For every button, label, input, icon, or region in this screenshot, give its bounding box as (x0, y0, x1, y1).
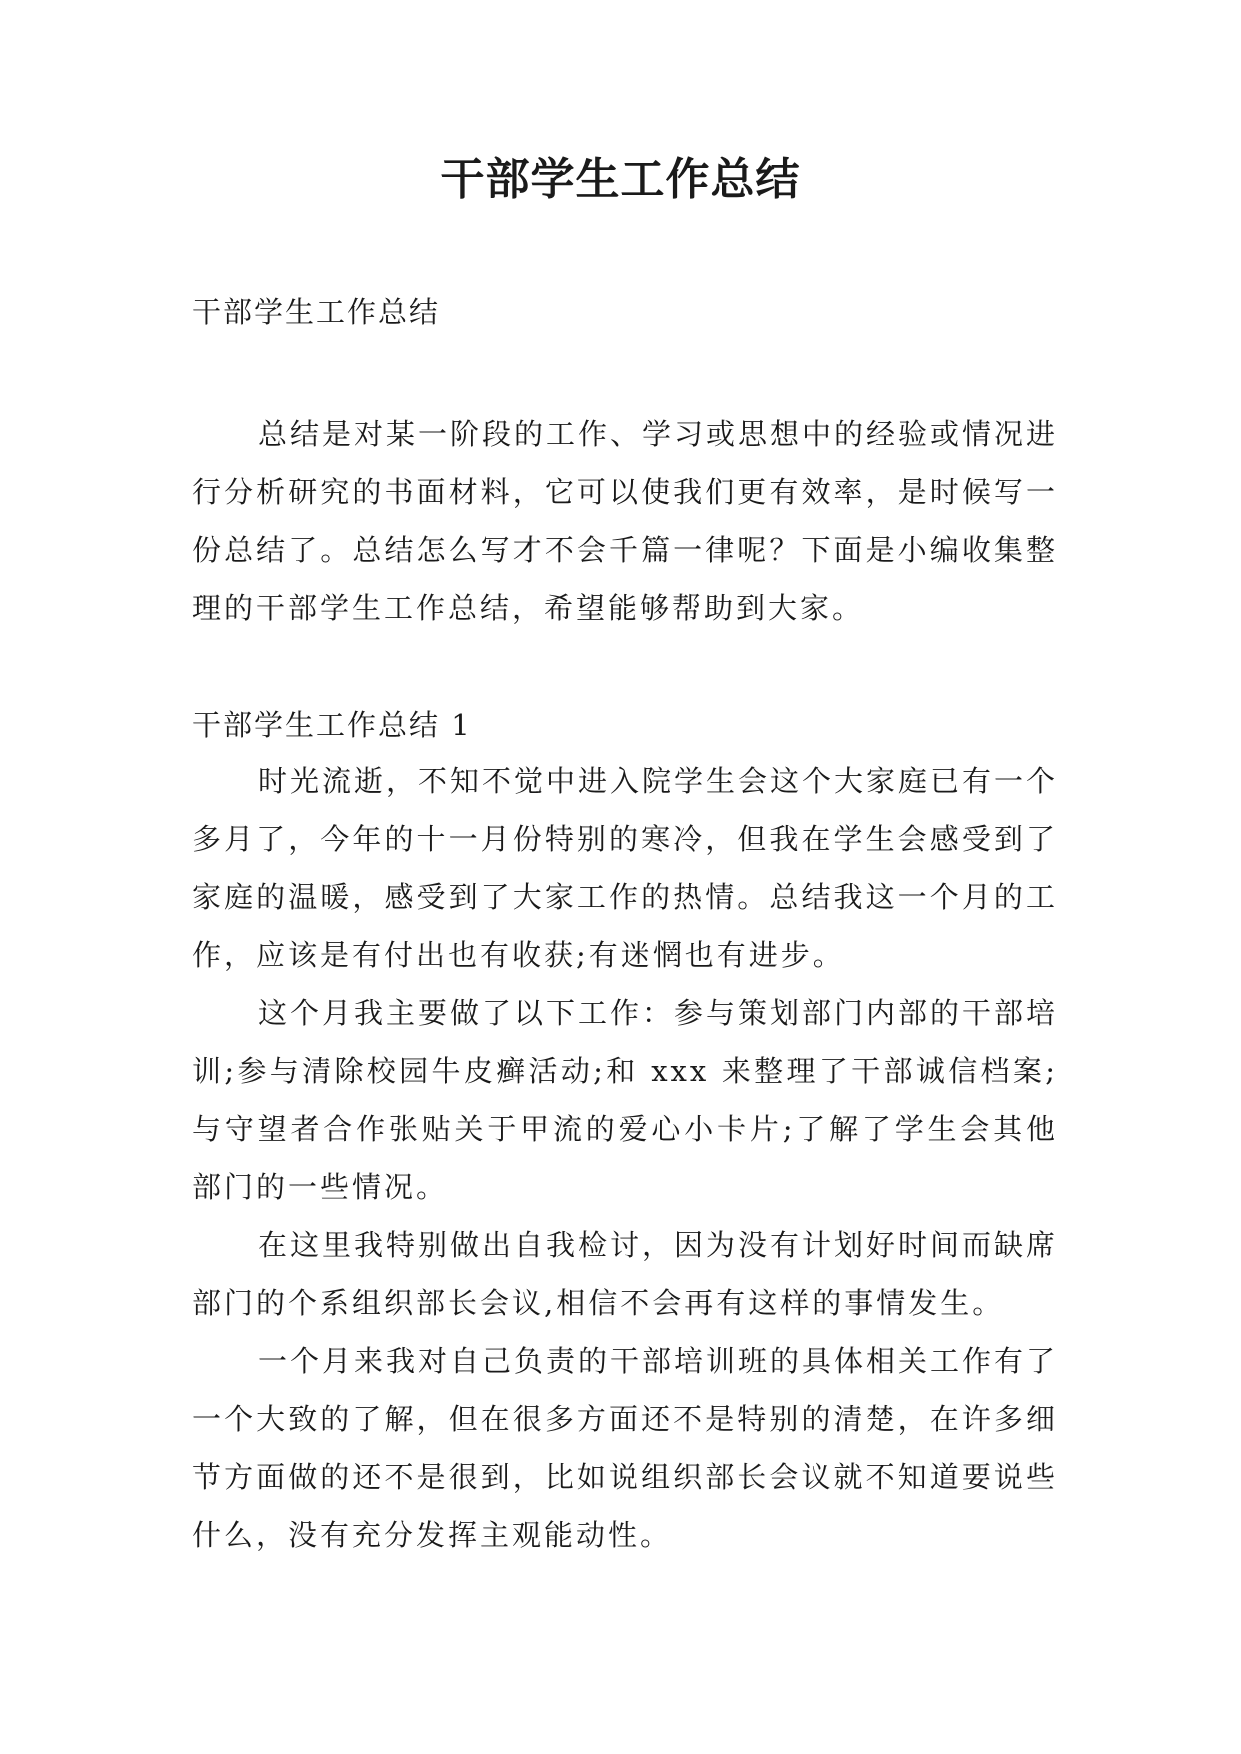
section-heading: 干部学生工作总结 1 (192, 708, 472, 742)
section-paragraph-4: 一个月来我对自己负责的干部培训班的具体相关工作有了一个大致的了解，但在很多方面还不是特别的清楚，在许多细节方面做的还不是很到，比如说组织部长会议就不知道要说些什么，没有充分发挥主观能动性。 (192, 1344, 1059, 1552)
document-title: 干部学生工作总结 (440, 154, 801, 205)
section-paragraph-3: 在这里我特别做出自我检讨，因为没有计划好时间而缺席部门的个系组织部长会议,相信不会再有这样的事情发生。 (192, 1228, 1059, 1320)
section-body (192, 752, 1058, 1564)
section-paragraph-1: 时光流逝，不知不觉中进入院学生会这个大家庭已有一个多月了，今年的十一月份特别的寒冷，但我在学生会感受到了家庭的温暖，感受到了大家工作的热情。总结我这一个月的工作，应该是有付出也有收获;有迷惘也有进步。 (192, 764, 1059, 972)
document-subtitle: 干部学生工作总结 (192, 295, 441, 329)
section-paragraph-2: 这个月我主要做了以下工作：参与策划部门内部的干部培训;参与清除校园牛皮癣活动;和 xxx 来整理了干部诚信档案;与守望者合作张贴关于甲流的爱心小卡片;了解了学生会其他部门的一些情况。 (192, 996, 1059, 1204)
intro-paragraph: 总结是对某一阶段的工作、学习或思想中的经验或情况进行分析研究的书面材料，它可以使我们更有效率，是时候写一份总结了。总结怎么写才不会千篇一律呢？下面是小编收集整理的干部学生工作总结，希望能够帮助到大家。 (192, 417, 1059, 625)
